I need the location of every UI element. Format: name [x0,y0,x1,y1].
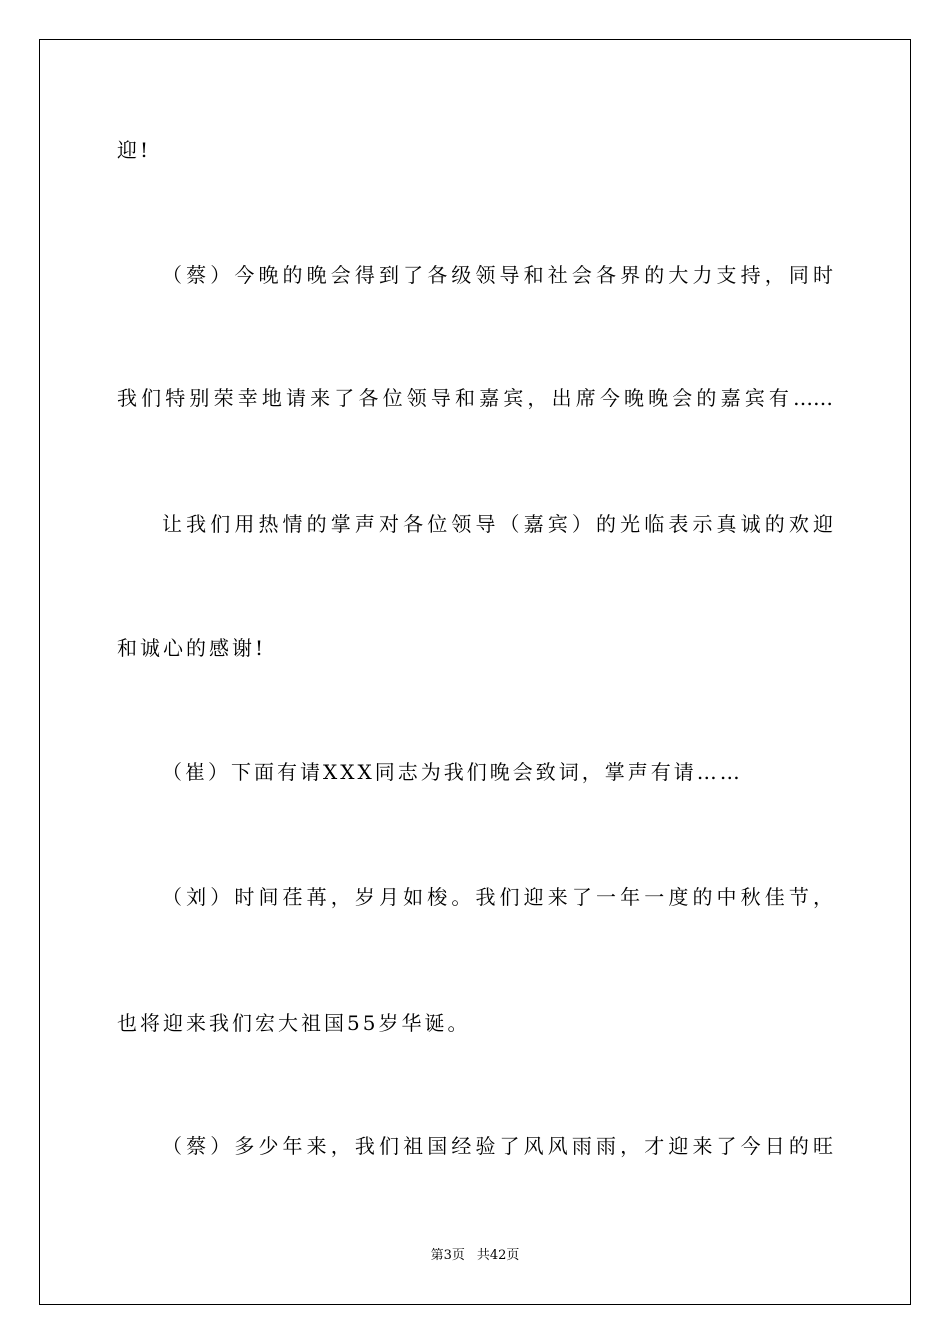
text-line-5: 和诚心的感谢! [117,636,267,660]
page-footer [0,1248,950,1264]
text-line-4: 让我们用热情的掌声对各位领导（嘉宾）的光临表示真诚的欢迎 [162,512,833,536]
text-line-7: （刘）时间荏苒，岁月如梭。我们迎来了一年一度的中秋佳节， [162,885,833,909]
page-frame [39,39,911,1305]
text-line-6: （崔）下面有请XXX同志为我们晚会致词，掌声有请…… [162,760,743,784]
text-line-2: （蔡）今晚的晚会得到了各级领导和社会各界的大力支持，同时 [162,263,833,287]
text-line-8: 也将迎来我们宏大祖国55岁华诞。 [117,1011,471,1035]
text-line-1: 迎! [117,138,152,162]
text-line-3: 我们特别荣幸地请来了各位领导和嘉宾，出席今晚晚会的嘉宾有…… [117,386,833,410]
text-line-9: （蔡）多少年来，我们祖国经验了风风雨雨，才迎来了今日的旺 [162,1134,833,1158]
page-number: 第3页 [430,1248,465,1263]
page-total: 共42页 [476,1248,520,1263]
